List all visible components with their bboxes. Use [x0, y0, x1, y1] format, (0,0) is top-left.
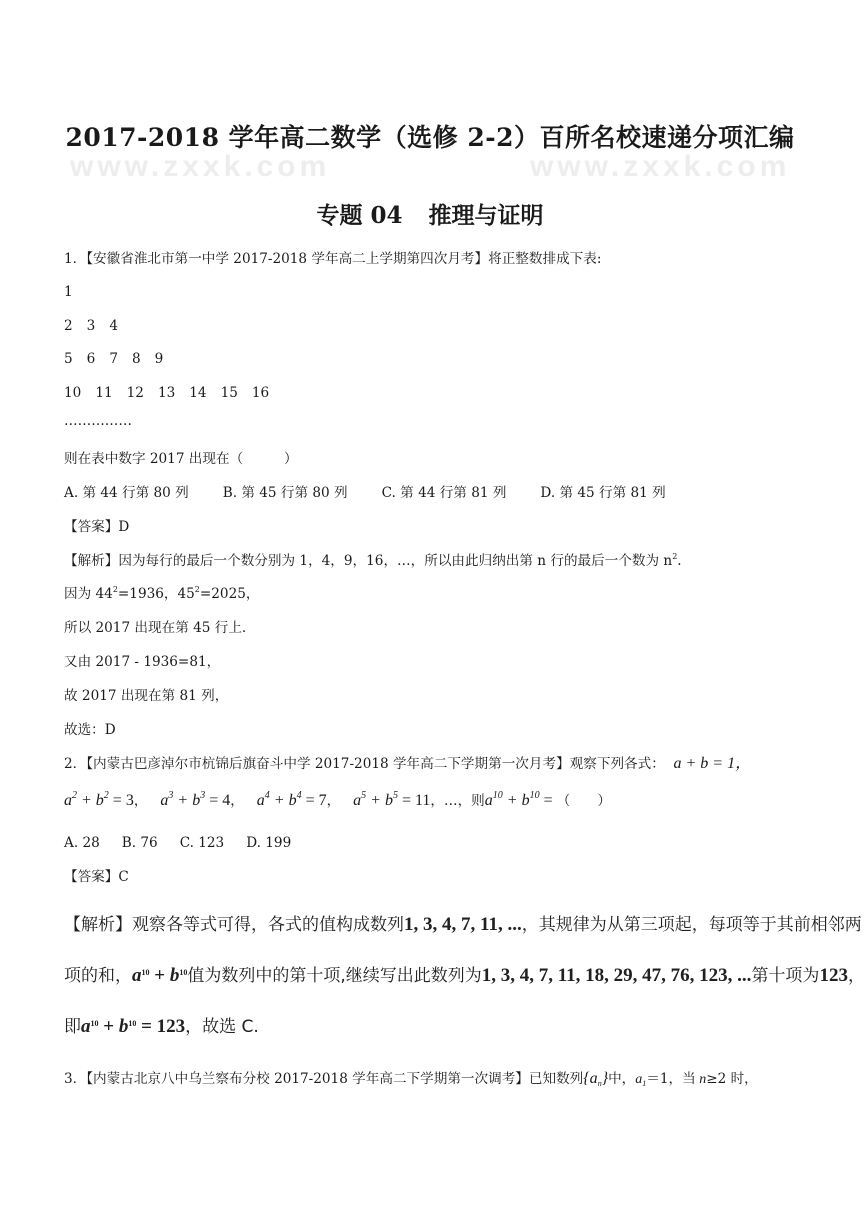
analysis-text: 项的和，: [64, 966, 132, 986]
q3-stem-text: ≥2 时，: [706, 1071, 758, 1087]
q1-ellipsis: ……………: [64, 413, 132, 429]
q2-answer: 【答案】C: [64, 869, 129, 885]
q2-stem-text: 2．【内蒙古巴彦淖尔市杭锦后旗奋斗中学 2017-2018 学年高二下学期第一次月考】观察下列各式：: [64, 756, 665, 772]
q1-answer: 【答案】D: [64, 519, 130, 535]
q2-analysis-line-1: [64, 910, 862, 936]
q1-stem: 1．【安徽省淮北市第一中学 2017-2018 学年高二上学期第四次月考】将正整数排成下表:: [64, 251, 602, 267]
sequence: 1, 3, 4, 7, 11, ...: [404, 914, 522, 935]
analysis-text: 值为数列中的第十项,继续写出此数列为: [187, 966, 482, 986]
table-cell: 10: [64, 385, 82, 401]
q1-table-row-3: [64, 350, 177, 368]
q1-table-row-1: [64, 283, 87, 301]
q3-stem-text: 中，: [608, 1071, 636, 1087]
option-d: D. 第 45 行第 81 列: [540, 485, 666, 501]
q2-options: [64, 834, 325, 852]
table-cell: 7: [109, 351, 118, 367]
equation: = 123: [141, 1016, 186, 1037]
watermark: www.zxxk.com: [530, 150, 791, 183]
table-cell: 6: [86, 351, 96, 367]
q3-stem-text: 3．【内蒙古北京八中乌兰察布分校 2017-2018 学年高二下学期第一次调考】已知数列: [64, 1071, 584, 1087]
table-cell: 1: [64, 284, 73, 300]
option-b: B. 76: [121, 835, 158, 851]
option-a: A. 28: [64, 835, 100, 851]
analysis-text: 【解析】观察各等式可得，各式的值构成数列: [64, 915, 404, 935]
analysis-text: =2025，: [199, 586, 260, 602]
analysis-text: ，故选 C.: [185, 1017, 259, 1037]
analysis-text: =1936，45: [117, 586, 195, 602]
table-cell: 16: [251, 385, 270, 401]
table-cell: 11: [95, 385, 113, 401]
option-a: A. 第 44 行第 80 列: [64, 485, 189, 501]
table-cell: 9: [154, 351, 164, 367]
q1-analysis-line-6: 故选：D: [64, 722, 116, 738]
q1-analysis-line-4: 又由 2017 - 1936=81，: [64, 654, 221, 670]
topic-heading: [0, 197, 860, 230]
table-cell: 8: [131, 351, 141, 367]
q2-stem: [64, 755, 751, 773]
document-title: 2017-2018 学年高二数学（选修 2-2）百所名校速递分项汇编: [65, 123, 795, 152]
analysis-text: ，其规律为从第三项起，每项等于其前相邻两: [521, 915, 862, 935]
table-cell: 13: [157, 385, 176, 401]
q1-analysis-line-2: 因为 $44^2=1936$，$45^2=2025$，: [64, 585, 260, 602]
analysis-text: 因为 44: [64, 586, 113, 602]
option-d: D. 199: [246, 835, 292, 851]
q2-analysis-line-3: 即$a^{10} + b^{10} = 123$，故选 C.: [64, 1016, 259, 1037]
table-cell: 5: [64, 351, 73, 367]
q2-eq-1: a + b = 1，: [673, 755, 752, 772]
table-cell: 3: [86, 318, 96, 334]
sequence-value: 123: [819, 965, 848, 986]
table-cell: 14: [189, 385, 207, 401]
analysis-text: 第十项为: [751, 966, 820, 986]
q2-analysis-line-2: 项的和，$a^{10} + b^{10}$值为数列中的第十项,继续写出此数列为1, 3, 4, 7, 11, 18, 29, 47, 76, 123, ...第十项为123，: [64, 965, 865, 986]
analysis-label: 【解析】: [64, 553, 119, 569]
q1-analysis-line-3: 所以 2017 出现在第 45 行上.: [64, 620, 247, 636]
topic-name: 推理与证明: [428, 202, 544, 229]
topic-number: 专题 04: [316, 202, 403, 229]
sequence: 1, 3, 4, 7, 11, 18, 29, 47, 76, 123, ...: [481, 965, 752, 986]
watermark: www.zxxk.com: [70, 150, 331, 183]
analysis-text: 因为每行的最后一个数分别为 1，4，9，16，…，所以由此归纳出第 n 行的最后一个数为 n: [118, 553, 673, 569]
q1-question: 则在表中数字 2017 出现在（ ）: [64, 451, 298, 467]
table-cell: 12: [126, 385, 144, 401]
q1-analysis-line-5: 故 2017 出现在第 81 列，: [64, 688, 229, 704]
q1-table-row-4: [64, 384, 283, 402]
q2-equations: $a^2 + b^2 = 3$， $a^3 + b^3 = 4$， $a^4 + b^4 = 7$， $a^5 + b^5 = 11$，…，则$a^{10} + b^{10}$ = （ ）: [64, 790, 611, 809]
q1-table-row-2: [64, 317, 132, 335]
q3-stem: 3．【内蒙古北京八中乌兰察布分校 2017-2018 学年高二下学期第一次调考】已知数列$\{a_n\}$中，$a_1=1$，当 n≥2 时，: [64, 1070, 758, 1088]
option-c: C. 123: [179, 835, 225, 851]
table-cell: 15: [220, 385, 238, 401]
analysis-text: 即: [64, 1017, 81, 1037]
q1-analysis: 【解析】因为每行的最后一个数分别为 1，4，9，16，…，所以由此归纳出第 n 行的最后一个数为 $n^2$.: [64, 552, 682, 569]
q2-eq-text: ，则: [457, 793, 485, 809]
q3-stem-text: ＝1，当: [646, 1071, 696, 1087]
table-cell: 4: [109, 318, 118, 334]
q1-options: [64, 484, 700, 502]
option-c: C. 第 44 行第 81 列: [381, 485, 507, 501]
table-cell: 2: [64, 318, 73, 334]
option-b: B. 第 45 行第 80 列: [222, 485, 348, 501]
